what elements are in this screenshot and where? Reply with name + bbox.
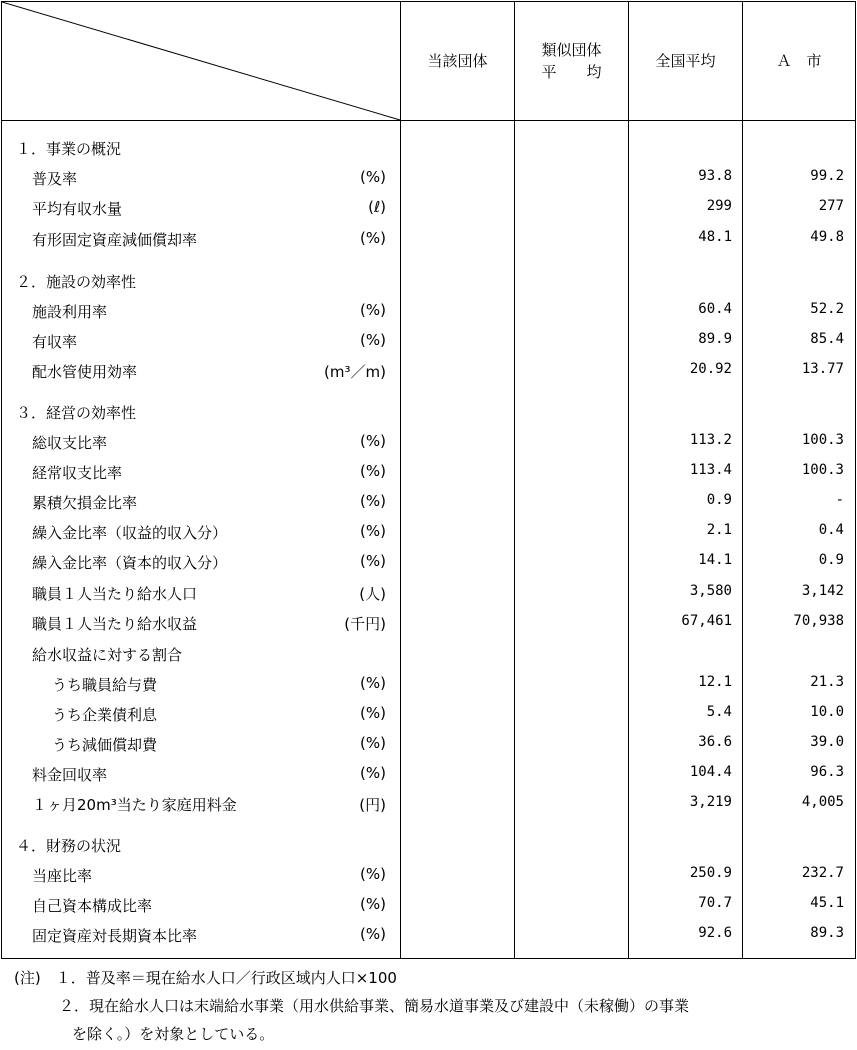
city-a-value: 3,142: [801, 583, 844, 599]
row-label: うち職員給与費: [52, 676, 158, 694]
city-a-value: 10.0: [810, 704, 844, 720]
row-unit: (%): [360, 734, 386, 752]
national-average-value: 93.8: [698, 168, 732, 184]
row-unit: (%): [360, 764, 386, 782]
row-label: 普及率: [32, 170, 78, 188]
table-row: [2, 223, 855, 253]
national-average-value: 12.1: [698, 674, 732, 690]
city-a-value: 52.2: [810, 301, 844, 317]
table-row: [2, 638, 855, 668]
city-a-value: 100.3: [801, 462, 844, 478]
city-a-value: -: [835, 492, 844, 508]
national-average-value: 48.1: [698, 229, 732, 245]
row-label: 経常収支比率: [32, 464, 123, 482]
table-row: [2, 698, 855, 728]
row-unit: (%): [360, 229, 386, 247]
table-row: [2, 486, 855, 516]
header-divider: [2, 120, 855, 121]
row-label: 平均有収水量: [32, 200, 123, 218]
city-a-value: 70,938: [793, 613, 844, 629]
header-subject-entity: 当該団体: [427, 52, 488, 70]
row-label: 固定資産対長期資本比率: [32, 927, 198, 945]
city-a-value: 277: [818, 198, 844, 214]
row-unit: (%): [360, 552, 386, 570]
table-row: [2, 325, 855, 355]
row-label: １ヶ月20m³当たり家庭用料金: [32, 796, 237, 814]
national-average-value: 299: [706, 198, 732, 214]
section-heading-row: [2, 829, 855, 859]
row-unit: (%): [360, 168, 386, 186]
city-a-value: 99.2: [810, 168, 844, 184]
national-average-value: 250.9: [689, 865, 732, 881]
row-unit: (%): [360, 895, 386, 913]
row-unit: (%): [360, 301, 386, 319]
row-unit: (%): [360, 704, 386, 722]
row-label: 料金回収率: [32, 766, 108, 784]
national-average-value: 89.9: [698, 331, 732, 347]
row-label: 有収率: [32, 333, 78, 351]
city-a-value: 96.3: [810, 764, 844, 780]
table-row: [2, 456, 855, 486]
row-label: 自己資本構成比率: [32, 897, 153, 915]
national-average-value: 36.6: [698, 734, 732, 750]
city-a-value: 232.7: [801, 865, 844, 881]
national-average-value: 3,219: [689, 794, 732, 810]
city-a-value: 0.9: [818, 552, 844, 568]
national-average-value: 14.1: [698, 552, 732, 568]
city-a-value: 89.3: [810, 925, 844, 941]
row-label: 累積欠損金比率: [32, 494, 138, 512]
table-row: [2, 859, 855, 889]
national-average-value: 92.6: [698, 925, 732, 941]
row-label: ３．経営の効率性: [16, 404, 137, 422]
table-row: [2, 728, 855, 758]
table-row: [2, 192, 855, 222]
city-a-value: 21.3: [810, 674, 844, 690]
header-diagonal-line: [2, 2, 402, 121]
row-unit: (%): [360, 492, 386, 510]
note-line-3: を除く。）を対象としている。: [72, 1025, 275, 1043]
city-a-value: 85.4: [810, 331, 844, 347]
notes: [14, 964, 689, 1048]
row-unit: (%): [360, 522, 386, 540]
row-label: ４．財務の状況: [16, 837, 122, 855]
row-label: 施設利用率: [32, 303, 108, 321]
row-label: 繰入金比率（収益的収入分）: [32, 524, 228, 542]
city-a-value: 39.0: [810, 734, 844, 750]
row-label: 総収支比率: [32, 434, 108, 452]
row-label: 当座比率: [32, 867, 93, 885]
table-row: [2, 295, 855, 325]
table-row: [2, 607, 855, 637]
national-average-value: 3,580: [689, 583, 732, 599]
row-label: 配水管使用効率: [32, 363, 138, 381]
row-unit: (%): [360, 925, 386, 943]
row-label: 有形固定資産減価償却率: [32, 231, 198, 249]
row-unit: (%): [360, 865, 386, 883]
header-national-average: 全国平均: [655, 52, 716, 70]
row-label: １．事業の概況: [16, 140, 122, 158]
national-average-value: 0.9: [706, 492, 732, 508]
table-row: [2, 758, 855, 788]
section-heading-row: [2, 396, 855, 426]
city-a-value: 0.4: [818, 522, 844, 538]
row-label: 繰入金比率（資本的収入分）: [32, 554, 228, 572]
row-label: うち減価償却費: [52, 736, 158, 754]
table-row: [2, 889, 855, 919]
row-unit: (%): [360, 462, 386, 480]
row-unit: (人): [359, 585, 386, 603]
row-unit: (%): [360, 674, 386, 692]
row-unit: (m³／m): [324, 363, 386, 381]
table-row: [2, 426, 855, 456]
national-average-value: 113.4: [689, 462, 732, 478]
row-label: 給水収益に対する割合: [32, 646, 183, 664]
city-a-value: 13.77: [801, 361, 844, 377]
row-unit: (円): [359, 796, 386, 814]
city-a-value: 4,005: [801, 794, 844, 810]
header-similar-entities-average: [515, 2, 628, 120]
comparison-table: [1, 1, 856, 959]
note-line-1: (注) １．普及率＝現在給水人口／行政区域内人口×100: [14, 969, 397, 987]
national-average-value: 2.1: [706, 522, 732, 538]
section-heading-row: [2, 265, 855, 295]
table-row: [2, 668, 855, 698]
national-average-value: 67,461: [681, 613, 732, 629]
national-average-value: 104.4: [689, 764, 732, 780]
row-unit: (%): [360, 432, 386, 450]
national-average-value: 113.2: [689, 432, 732, 448]
table-row: [2, 919, 855, 949]
header-city-a: Ａ 市: [776, 52, 822, 70]
section-heading-row: [2, 132, 855, 162]
row-unit: (%): [360, 331, 386, 349]
header-similar-line2: 平 均: [541, 63, 602, 81]
city-a-value: 100.3: [801, 432, 844, 448]
row-unit: (ℓ): [368, 198, 386, 216]
row-label: ２．施設の効率性: [16, 273, 137, 291]
city-a-value: 45.1: [810, 895, 844, 911]
row-unit: (千円): [344, 615, 386, 633]
header-similar-line1: 類似団体: [541, 41, 602, 59]
table-row: [2, 788, 855, 818]
table-row: [2, 162, 855, 192]
national-average-value: 20.92: [689, 361, 732, 377]
table-row: [2, 577, 855, 607]
national-average-value: 70.7: [698, 895, 732, 911]
national-average-value: 5.4: [706, 704, 732, 720]
row-label: 職員１人当たり給水収益: [32, 615, 198, 633]
table-row: [2, 355, 855, 385]
table-row: [2, 516, 855, 546]
table-row: [2, 546, 855, 576]
note-line-2: ２．現在給水人口は末端給水事業（用水供給事業、簡易水道事業及び建設中（未稼働）の事業: [14, 997, 690, 1015]
row-label: うち企業債利息: [52, 706, 158, 724]
national-average-value: 60.4: [698, 301, 732, 317]
row-label: 職員１人当たり給水人口: [32, 585, 198, 603]
city-a-value: 49.8: [810, 229, 844, 245]
